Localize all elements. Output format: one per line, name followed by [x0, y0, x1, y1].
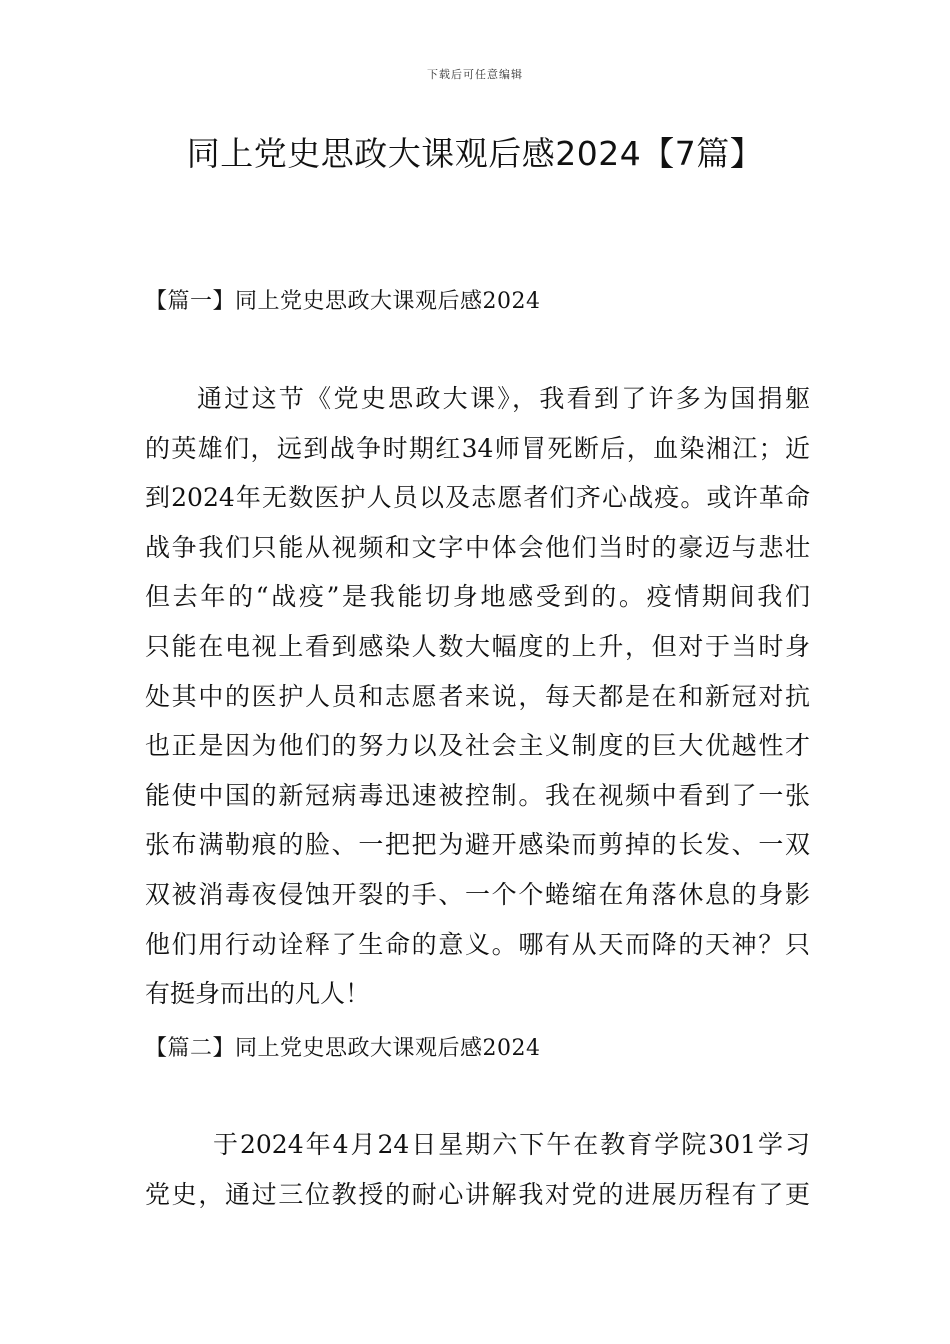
section-heading-1: 【篇一】同上党史思政大课观后感2024	[145, 289, 541, 314]
header-note: 下载后可任意编辑	[427, 68, 523, 81]
paragraph-line: 他们用行动诠释了生命的意义。哪有从天而降的天神？只	[145, 929, 810, 959]
section-1-paragraph	[145, 374, 810, 1019]
paragraph-line: 但去年的“战疫”是我能切身地感受到的。疫情期间我们	[145, 582, 810, 612]
paragraph-line: 能使中国的新冠病毒迅速被控制。我在视频中看到了一张	[145, 780, 810, 810]
paragraph-line: 只能在电视上看到感染人数大幅度的上升，但对于当时身	[145, 631, 810, 661]
paragraph-line: 于2024年4月24日星期六下午在教育学院301学习	[213, 1130, 810, 1159]
paragraph-line: 到2024年无数医护人员以及志愿者们齐心战疫。或许革命	[145, 483, 810, 513]
paragraph-line: 张布满勒痕的脸、一把把为避开感染而剪掉的长发、一双	[145, 830, 810, 860]
paragraph-line: 双被消毒夜侵蚀开裂的手、一个个蜷缩在角落休息的身影	[145, 879, 810, 909]
section-heading-2: 【篇二】同上党史思政大课观后感2024	[145, 1036, 541, 1061]
paragraph-line: 处其中的医护人员和志愿者来说，每天都是在和新冠对抗	[145, 681, 810, 711]
paragraph-line: 战争我们只能从视频和文字中体会他们当时的豪迈与悲壮	[145, 532, 810, 562]
paragraph-line: 通过这节《党史思政大课》，我看到了许多为国捐躯	[197, 384, 810, 413]
paragraph-line: 也正是因为他们的努力以及社会主义制度的巨大优越性才	[145, 731, 810, 761]
paragraph-line: 党史，通过三位教授的耐心讲解我对党的进展历程有了更	[145, 1179, 810, 1209]
document-title: 同上党史思政大课观后感2024【7篇】	[186, 134, 764, 173]
section-2-paragraph	[145, 1120, 810, 1219]
paragraph-line: 有挺身而出的凡人！	[145, 979, 371, 1009]
paragraph-line: 的英雄们，远到战争时期红34师冒死断后，血染湘江；近	[145, 433, 810, 463]
